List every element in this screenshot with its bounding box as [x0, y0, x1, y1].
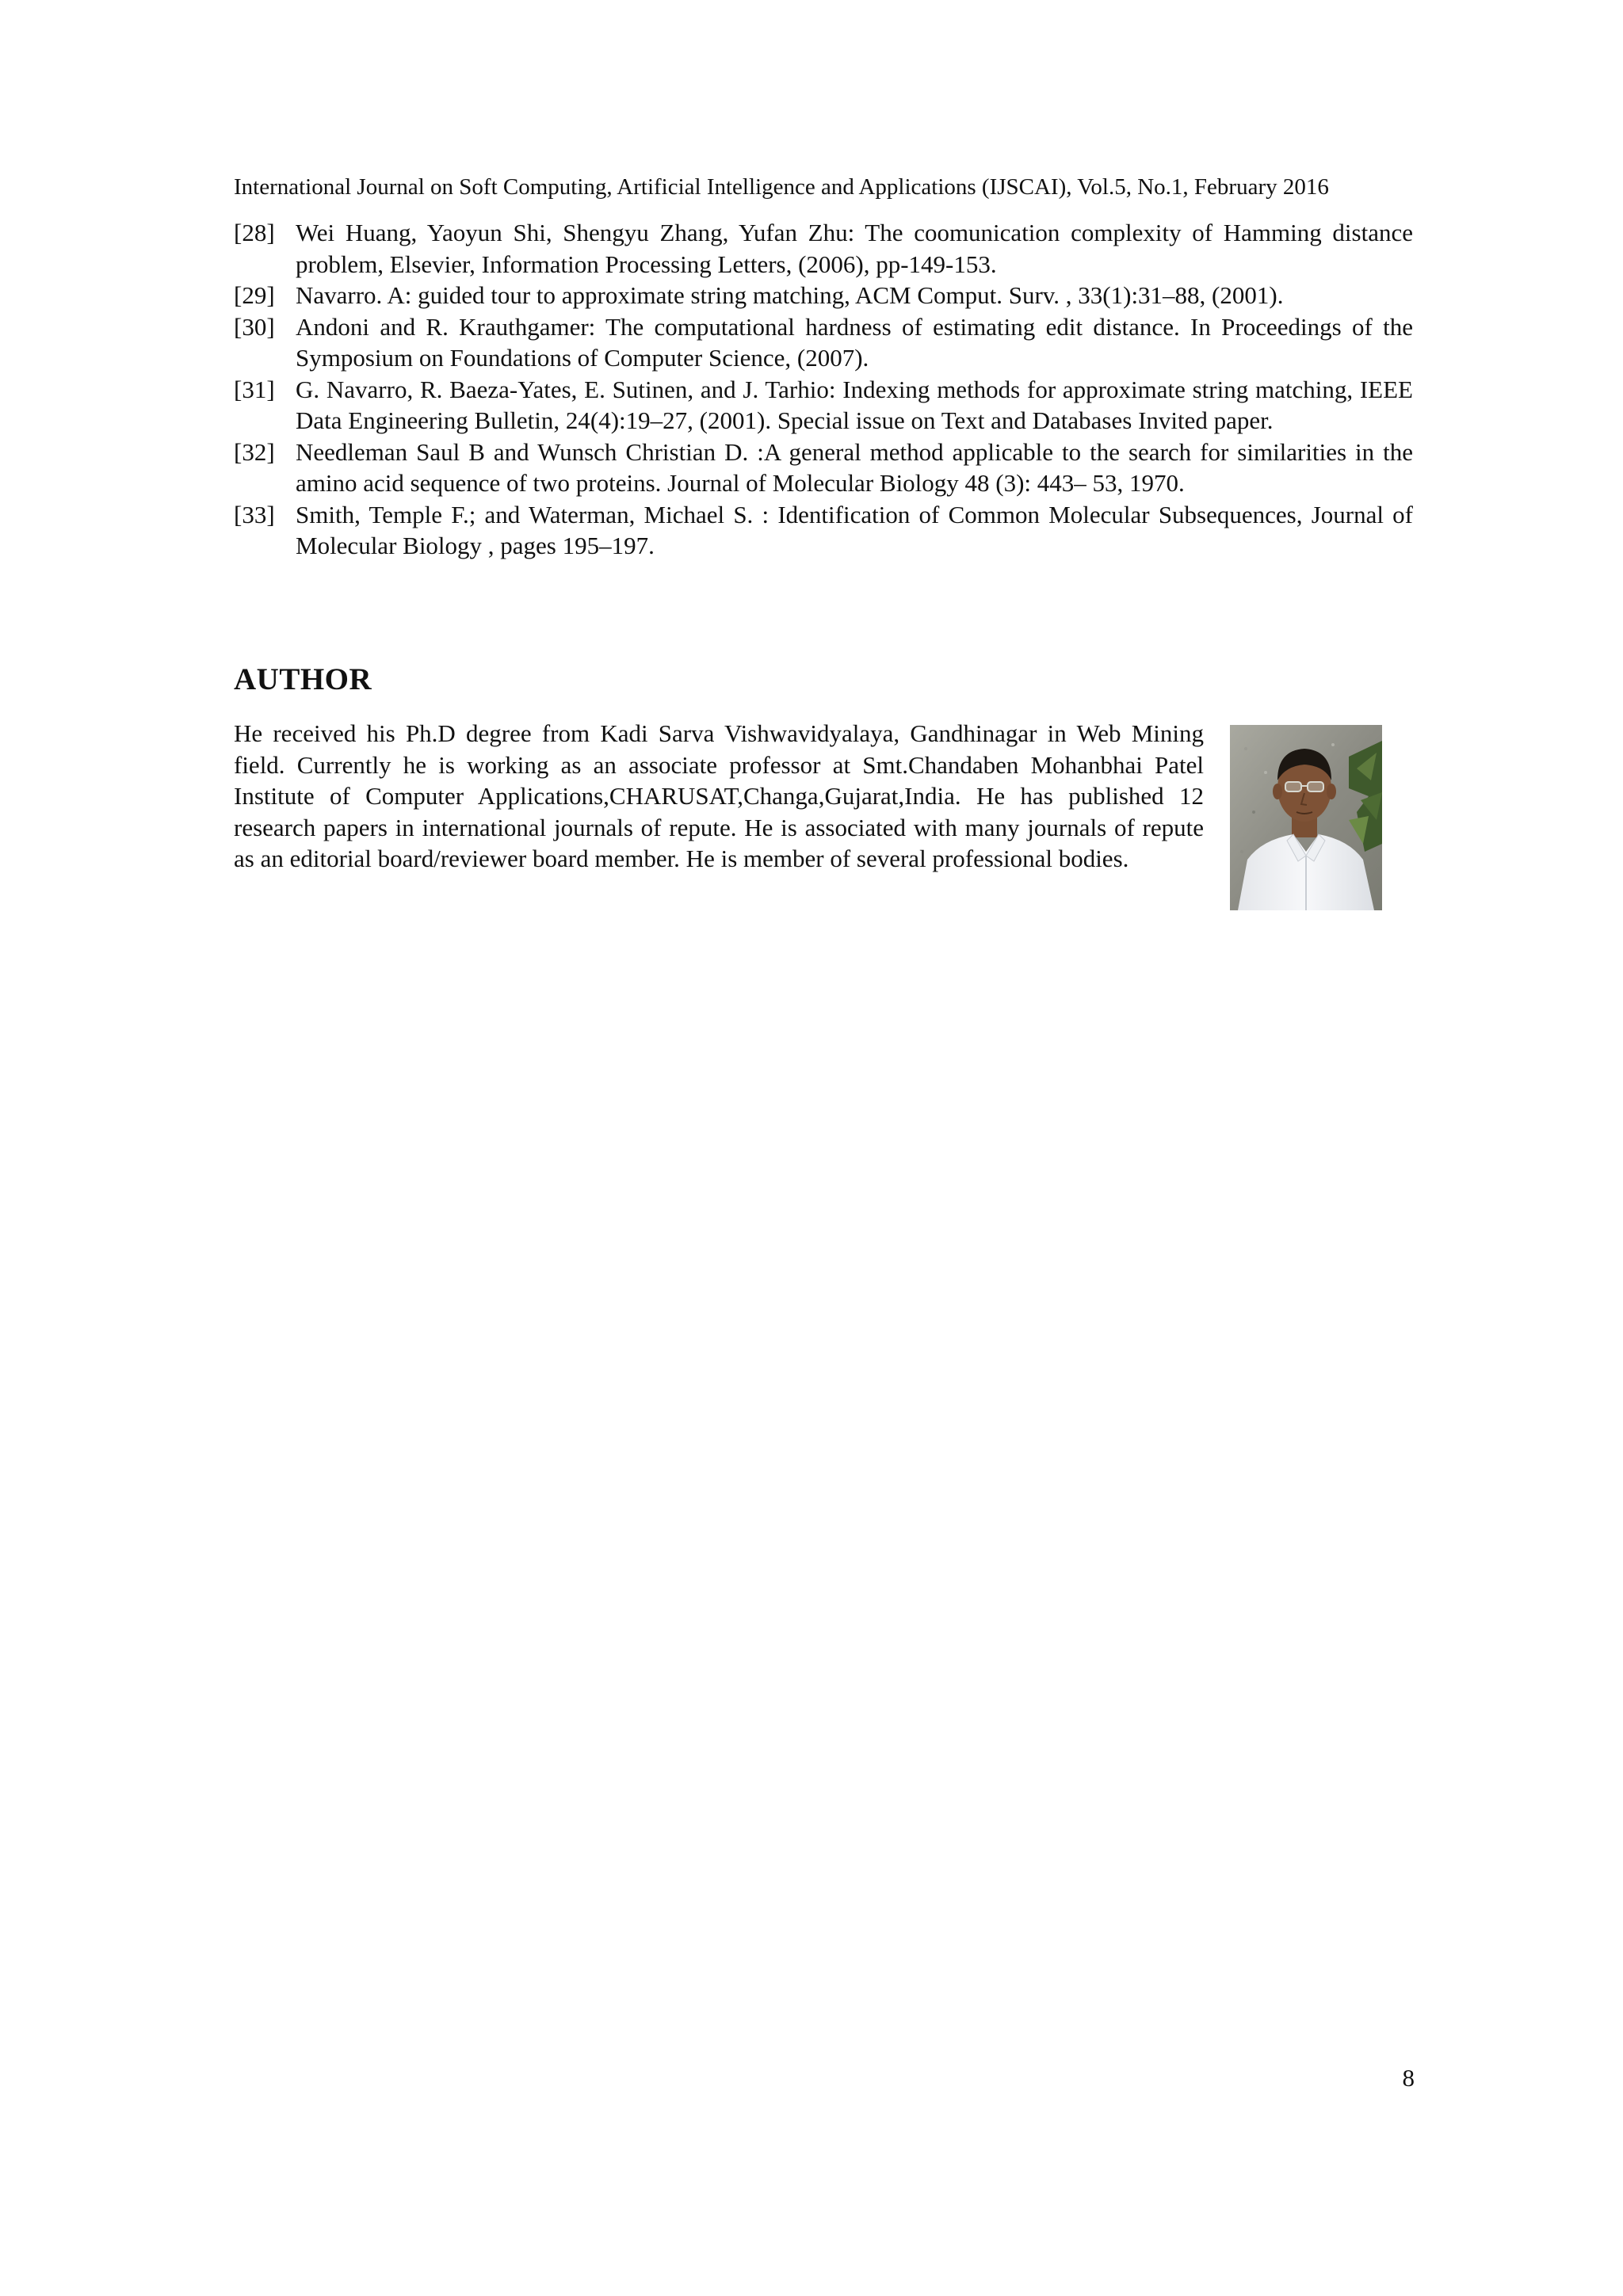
reference-item — [234, 374, 1413, 437]
reference-text: Needleman Saul B and Wunsch Christian D. :A general method applicable to the search for similarities in the amino acid sequence of two proteins. Journal of Molecular Biology 48 (3): 443– 53, 1970. — [296, 437, 1413, 497]
author-bio: He received his Ph.D degree from Kadi Sarva Vishwavidyalaya, Gandhinagar in Web Mining field. Currently he is working as an associate professor at Smt.Chandaben Mohanbhai Patel Institute of Computer Applications,CHARUSAT,Changa,Gujarat,India. He has published 12 research papers in international journals of repute. He is associated with many journals of repute as an editorial board/reviewer board member. He is member of several professional bodies. — [234, 719, 1204, 872]
author-section-heading: AUTHOR — [234, 662, 372, 696]
reference-item — [234, 217, 1413, 280]
page-number: 8 — [1402, 2064, 1415, 2092]
reference-number: [32] — [234, 437, 275, 466]
reference-number: [29] — [234, 281, 275, 309]
reference-item — [234, 280, 1413, 311]
reference-number: [33] — [234, 500, 275, 528]
author-photo — [1230, 725, 1382, 910]
reference-list — [234, 217, 1413, 562]
reference-number: [28] — [234, 219, 275, 246]
reference-number: [30] — [234, 312, 275, 341]
reference-item — [234, 437, 1413, 499]
reference-item — [234, 499, 1413, 562]
reference-item — [234, 311, 1413, 374]
author-portrait-image — [1230, 725, 1382, 910]
reference-text: Smith, Temple F.; and Waterman, Michael S. : Identification of Common Molecular Subsequences, Journal of Molecular Biology , pages 195–197. — [296, 500, 1413, 559]
reference-text: G. Navarro, R. Baeza-Yates, E. Sutinen, and J. Tarhio: Indexing methods for approximate string matching, IEEE Data Engineering Bulletin, 24(4):19–27, (2001). Special issue on Text and Databases Invited paper. — [296, 375, 1413, 434]
running-header: International Journal on Soft Computing, Artificial Intelligence and Applications (IJSCAI), Vol.5, No.1, February 2016 — [234, 174, 1329, 200]
reference-text: Navarro. A: guided tour to approximate string matching, ACM Comput. Surv. , 33(1):31–88, (2001). — [296, 281, 1284, 309]
reference-text: Wei Huang, Yaoyun Shi, Shengyu Zhang, Yufan Zhu: The coomunication complexity of Hamming distance problem, Elsevier, Information Processing Letters, (2006), pp-149-153. — [296, 219, 1413, 278]
reference-number: [31] — [234, 375, 275, 403]
reference-text: Andoni and R. Krauthgamer: The computational hardness of estimating edit distance. In Proceedings of the Symposium on Foundations of Computer Science, (2007). — [296, 312, 1413, 372]
